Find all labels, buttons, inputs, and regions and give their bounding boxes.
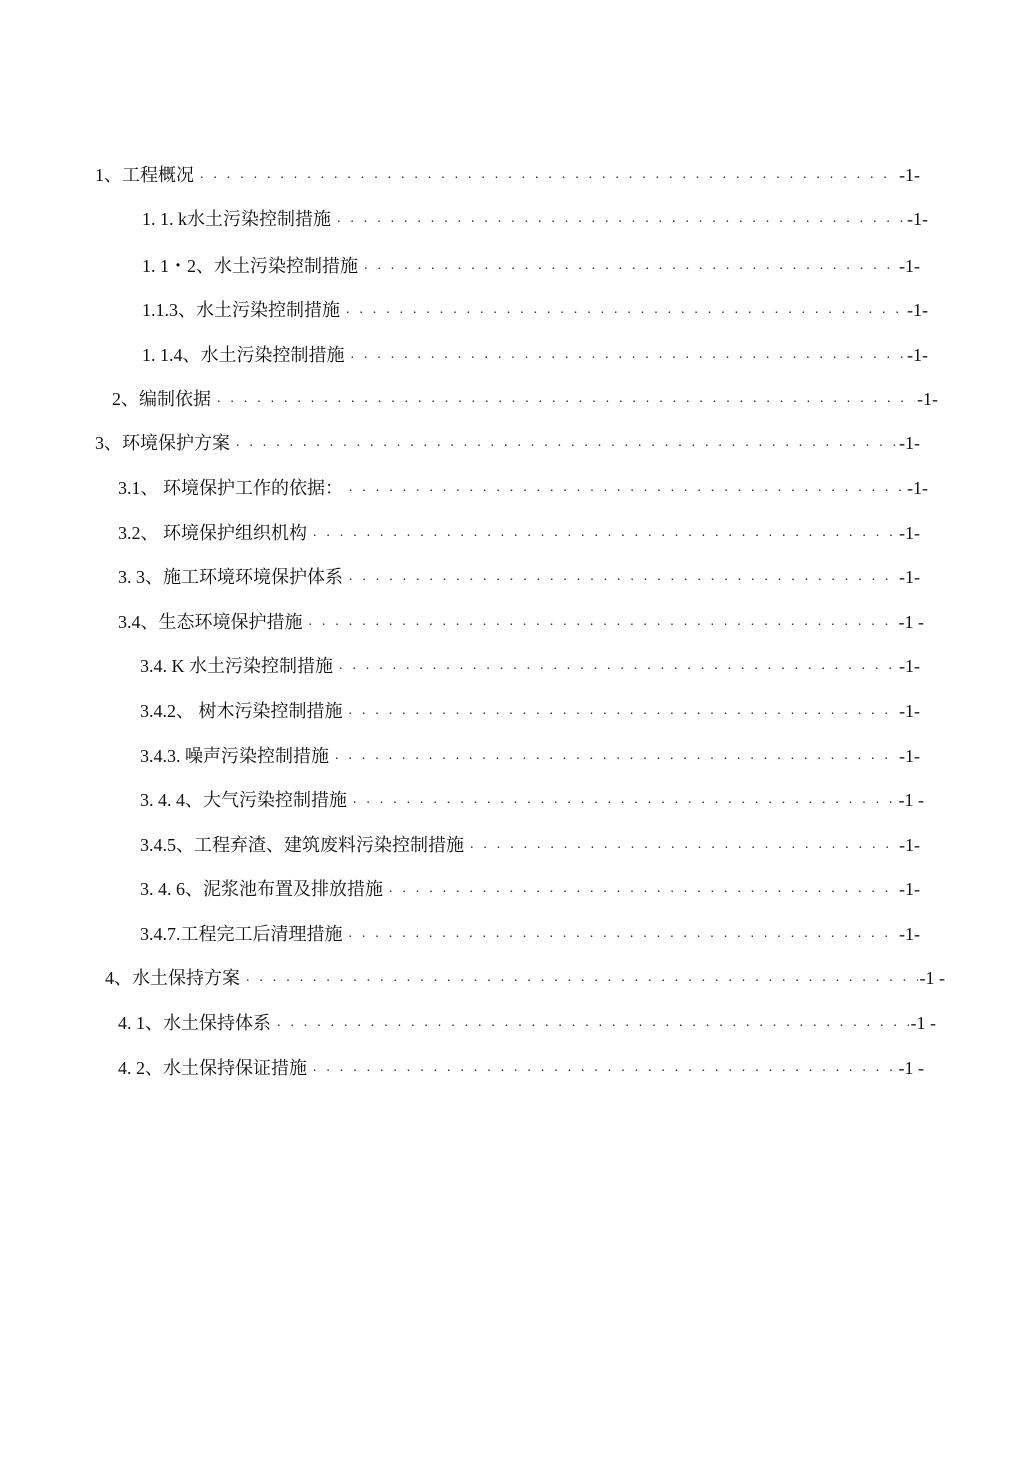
toc-entry[interactable]: [140, 919, 920, 949]
toc-entry-label: 4、水土保持方案: [105, 968, 240, 988]
toc-dot-leader: [200, 160, 897, 190]
toc-dot-leader: [337, 204, 905, 234]
toc-page-number: -1-: [899, 701, 920, 721]
toc-dot-leader: [277, 1008, 909, 1038]
toc-entry[interactable]: [140, 741, 920, 771]
toc-dot-leader: [335, 741, 897, 771]
toc-entry-label: 1. 1・2、水土污染控制措施: [142, 256, 358, 276]
toc-entry[interactable]: [140, 785, 924, 815]
toc-entry[interactable]: [142, 340, 928, 370]
toc-entry[interactable]: [95, 428, 920, 458]
toc-page-number: -1-: [907, 209, 928, 229]
toc-page-number: -1 -: [910, 1013, 936, 1033]
toc-page-number: -1-: [907, 478, 928, 498]
toc-entry[interactable]: [118, 1008, 936, 1038]
toc-dot-leader: [353, 785, 897, 815]
toc-dot-leader: [349, 919, 898, 949]
toc-page-number: -1-: [899, 433, 920, 453]
toc-page-number: -1 -: [898, 1058, 924, 1078]
toc-entry[interactable]: [140, 874, 920, 904]
toc-entry[interactable]: [105, 963, 945, 993]
toc-entry-label: 3.4、生态环境保护措施: [118, 612, 303, 632]
toc-page-number: -1-: [899, 523, 920, 543]
toc-dot-leader: [313, 518, 897, 548]
toc-entry-label: 1、工程概况: [95, 165, 194, 185]
toc-entry[interactable]: [118, 562, 920, 592]
toc-dot-leader: [346, 295, 905, 325]
toc-entry-label: 3.4.5、工程弃渣、建筑废料污染控制措施: [140, 835, 464, 855]
toc-dot-leader: [349, 696, 898, 726]
toc-entry-label: 3.4.2、 树木污染控制措施: [140, 701, 343, 721]
toc-dot-leader: [351, 340, 906, 370]
toc-entry[interactable]: [118, 518, 920, 548]
toc-entry-label: 3.4. K 水土污染控制措施: [140, 656, 333, 676]
toc-dot-leader: [309, 607, 897, 637]
toc-entry[interactable]: [142, 251, 920, 281]
toc-dot-leader: [470, 830, 897, 860]
toc-entry-label: 4. 2、水土保持保证措施: [118, 1058, 307, 1078]
toc-entry[interactable]: [118, 473, 928, 503]
toc-entry[interactable]: [140, 696, 920, 726]
toc-entry-label: 3.4.7.工程完工后清理措施: [140, 924, 343, 944]
toc-page-number: -1-: [899, 924, 920, 944]
toc-page-number: -1-: [899, 656, 920, 676]
toc-page-number: -1-: [917, 389, 938, 409]
toc-dot-leader: [339, 651, 897, 681]
toc-page-number: -1-: [907, 345, 928, 365]
toc-dot-leader: [364, 251, 897, 281]
toc-entry[interactable]: [112, 384, 938, 414]
toc-dot-leader: [389, 874, 897, 904]
toc-entry-label: 1.1.3、水土污染控制措施: [142, 300, 340, 320]
toc-entry-label: 3. 3、施工环境环境保护体系: [118, 567, 343, 587]
toc-entry-label: 3.2、 环境保护组织机构: [118, 523, 307, 543]
toc-entry-label: 4. 1、水土保持体系: [118, 1013, 271, 1033]
toc-page-number: -1-: [899, 165, 920, 185]
toc-entry[interactable]: [140, 651, 920, 681]
toc-dot-leader: [313, 1053, 897, 1083]
toc-dot-leader: [217, 384, 915, 414]
toc-entry-label: 1. 1. k水土污染控制措施: [142, 209, 331, 229]
toc-entry-label: 3.1、 环境保护工作的依据：: [118, 478, 343, 498]
toc-entry[interactable]: [118, 607, 924, 637]
toc-entry-label: 3.4.3. 噪声污染控制措施: [140, 746, 329, 766]
toc-entry-label: 2、编制依据: [112, 389, 211, 409]
toc-page-number: -1-: [907, 300, 928, 320]
toc-entry[interactable]: [142, 295, 928, 325]
toc-page-number: -1-: [899, 879, 920, 899]
toc-page-number: -1 -: [919, 968, 945, 988]
toc-page-number: -1-: [899, 256, 920, 276]
toc-dot-leader: [349, 473, 905, 503]
toc-page-number: -1-: [899, 835, 920, 855]
toc-dot-leader: [349, 562, 897, 592]
toc-entry[interactable]: [142, 204, 928, 234]
toc-dot-leader: [246, 963, 918, 993]
toc-entry[interactable]: [118, 1053, 924, 1083]
toc-page-number: -1-: [899, 567, 920, 587]
toc-page-number: -1-: [899, 746, 920, 766]
toc-entry[interactable]: [140, 830, 920, 860]
toc-entry[interactable]: [95, 160, 920, 190]
toc-entry-label: 1. 1.4、水土污染控制措施: [142, 345, 345, 365]
toc-page-number: -1 -: [898, 612, 924, 632]
toc-entry-label: 3. 4. 4、大气污染控制措施: [140, 790, 347, 810]
toc-page-number: -1 -: [898, 790, 924, 810]
toc-dot-leader: [236, 428, 897, 458]
toc-entry-label: 3、环境保护方案: [95, 433, 230, 453]
toc-entry-label: 3. 4. 6、泥浆池布置及排放措施: [140, 879, 383, 899]
